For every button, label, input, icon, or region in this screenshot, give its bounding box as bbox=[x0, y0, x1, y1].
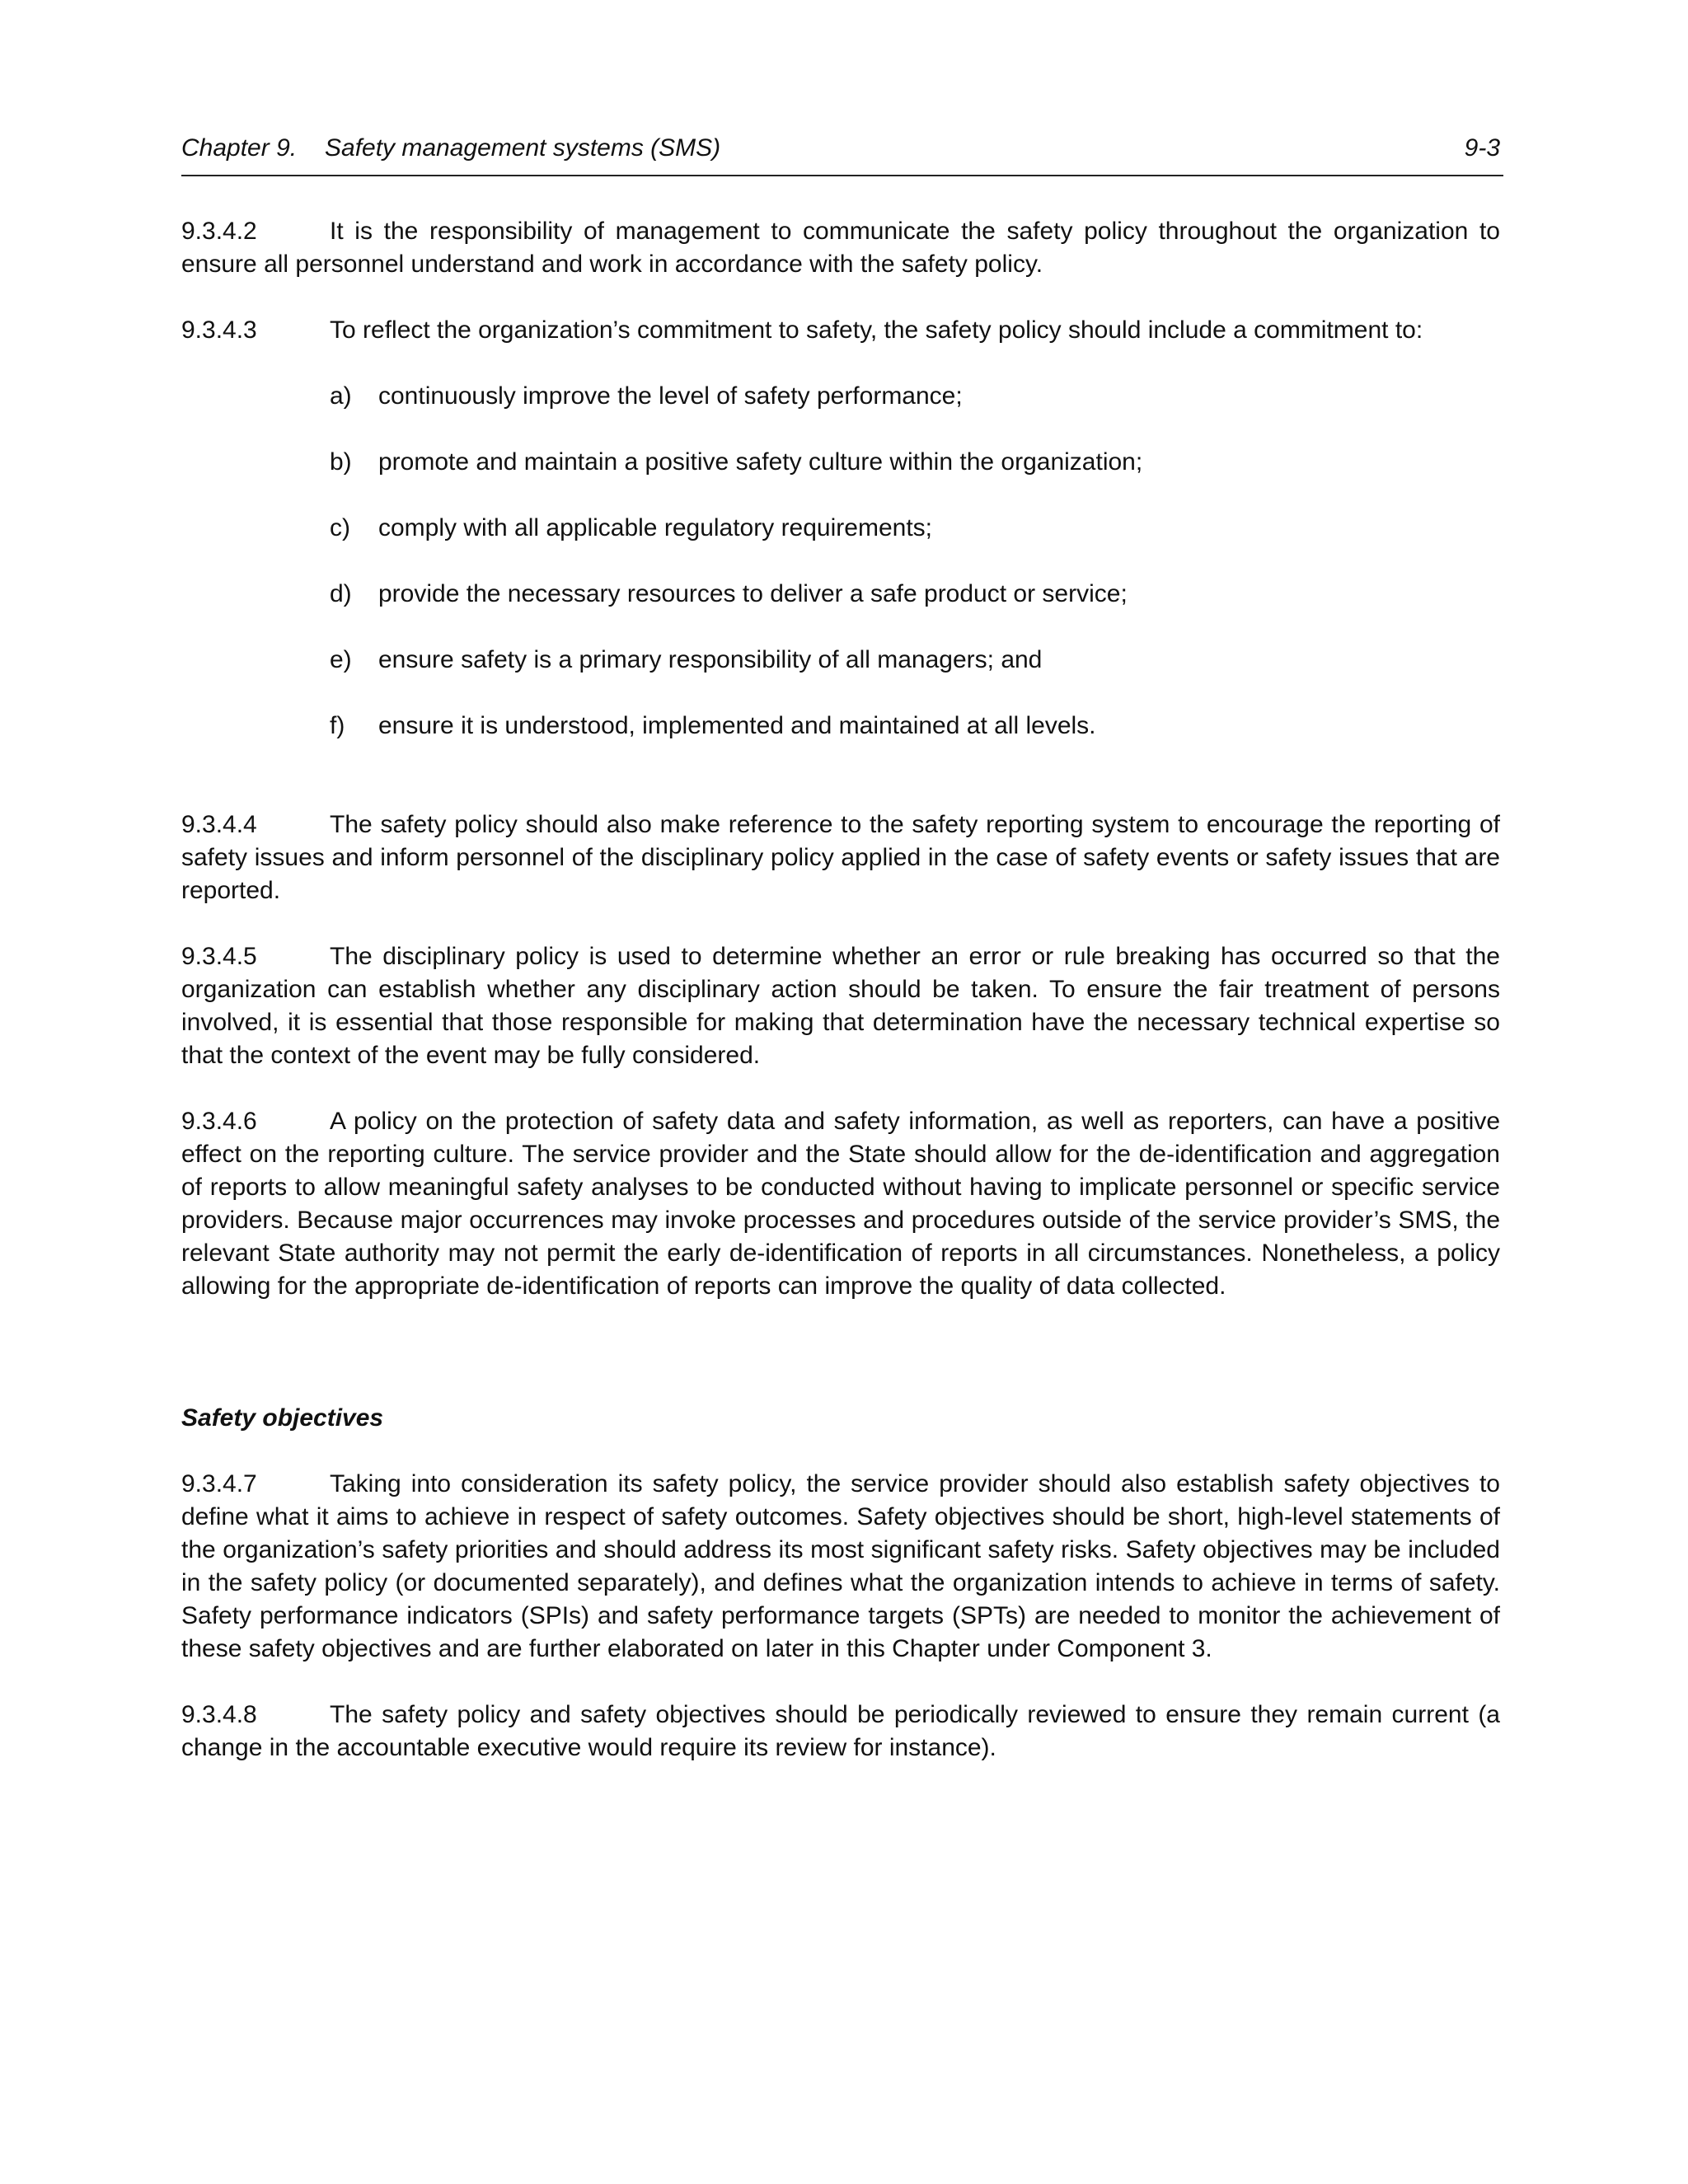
paragraph-text: The disciplinary policy is used to determine whether an error or rule breaking has occurred so that the organization can establish whether any disciplinary action should be taken. To ensure the fair treatment of persons involved, it is essential that those responsible for making that determination have the necessary technical expertise so that the context of the event may be fully considered. bbox=[181, 943, 1500, 1069]
list-marker: e) bbox=[330, 646, 352, 673]
spacer bbox=[181, 776, 1500, 808]
paragraph-text: The safety policy should also make reference to the safety reporting system to encourage the reporting of safety issues and inform personnel of the disciplinary policy applied in the case of safety events or safety issues that are reported. bbox=[181, 811, 1500, 904]
list-item-text: ensure safety is a primary responsibility of all managers; and bbox=[378, 646, 1043, 673]
paragraph-number: 9.3.4.4 bbox=[181, 811, 257, 838]
list-item bbox=[330, 578, 1500, 611]
paragraph-text: It is the responsibility of management to communicate the safety policy throughout the organization to ensure all personnel understand and work in accordance with the safety policy. bbox=[181, 218, 1500, 278]
list-item bbox=[330, 644, 1500, 677]
list-item-text: provide the necessary resources to deliver a safe product or service; bbox=[378, 580, 1128, 607]
list-marker: d) bbox=[330, 580, 352, 607]
paragraph-9-3-4-4 bbox=[181, 808, 1500, 907]
paragraph-9-3-4-2 bbox=[181, 215, 1500, 281]
paragraph-9-3-4-5 bbox=[181, 940, 1500, 1072]
paragraph-9-3-4-7 bbox=[181, 1468, 1500, 1666]
paragraph-text: Taking into consideration its safety policy, the service provider should also establish safety objectives to define what it aims to achieve in respect of safety outcomes. Safety objectives should be short, high-level statements of the organization’s safety priorities and should address its most significant safety risks. Safety objectives may be included in the safety policy (or documented separately), and defines what the organization intends to achieve in terms of safety. Safety performance indicators (SPIs) and safety performance targets (SPTs) are needed to monitor the achievement of these safety objectives and are further elaborated on later in this Chapter under Component 3. bbox=[181, 1470, 1500, 1662]
list-item bbox=[330, 446, 1500, 479]
list-item-text: comply with all applicable regulatory requirements; bbox=[378, 514, 932, 541]
header-chapter: Chapter 9. bbox=[181, 134, 298, 162]
paragraph-number: 9.3.4.5 bbox=[181, 943, 257, 970]
list-item-text: promote and maintain a positive safety culture within the organization; bbox=[378, 448, 1143, 476]
commitment-list bbox=[181, 380, 1500, 743]
page-body bbox=[181, 215, 1500, 1797]
list-marker: b) bbox=[330, 448, 352, 476]
paragraph-number: 9.3.4.6 bbox=[181, 1108, 257, 1135]
paragraph-number: 9.3.4.2 bbox=[181, 218, 257, 245]
paragraph-text: To reflect the organization’s commitment to safety, the safety policy should include a commitment to: bbox=[330, 316, 1423, 344]
paragraph-text: A policy on the protection of safety data and safety information, as well as reporters, can have a positive effect on the reporting culture. The service provider and the State should allow for the de-identification and aggregation of reports to allow meaningful safety analyses to be conducted without having to implicate personnel or specific service providers. Because major occurrences may invoke processes and procedures outside of the service provider’s SMS, the relevant State authority may not permit the early de-identification of reports in all circumstances. Nonetheless, a policy allowing for the appropriate de-identification of reports can improve the quality of data collected. bbox=[181, 1108, 1500, 1300]
header-title: Safety management systems (SMS) bbox=[325, 134, 721, 162]
list-item-text: ensure it is understood, implemented and maintained at all levels. bbox=[378, 712, 1096, 739]
list-marker: c) bbox=[330, 514, 350, 541]
paragraph-9-3-4-8 bbox=[181, 1699, 1500, 1765]
paragraph-number: 9.3.4.3 bbox=[181, 316, 257, 344]
list-item bbox=[330, 512, 1500, 545]
list-item bbox=[330, 710, 1500, 743]
paragraph-text: The safety policy and safety objectives should be periodically reviewed to ensure they remain current (a change in the accountable executive would require its review for instance). bbox=[181, 1701, 1500, 1761]
header-page-number: 9-3 bbox=[1464, 134, 1500, 162]
spacer bbox=[181, 1336, 1500, 1402]
list-item bbox=[330, 380, 1500, 413]
paragraph-9-3-4-3 bbox=[181, 314, 1500, 347]
paragraph-9-3-4-6 bbox=[181, 1105, 1500, 1303]
paragraph-number: 9.3.4.8 bbox=[181, 1701, 257, 1728]
running-header bbox=[181, 132, 1503, 176]
list-item-text: continuously improve the level of safety performance; bbox=[378, 382, 963, 410]
list-marker: f) bbox=[330, 712, 345, 739]
paragraph-number: 9.3.4.7 bbox=[181, 1470, 257, 1497]
section-heading: Safety objectives bbox=[181, 1404, 384, 1432]
list-marker: a) bbox=[330, 382, 352, 410]
